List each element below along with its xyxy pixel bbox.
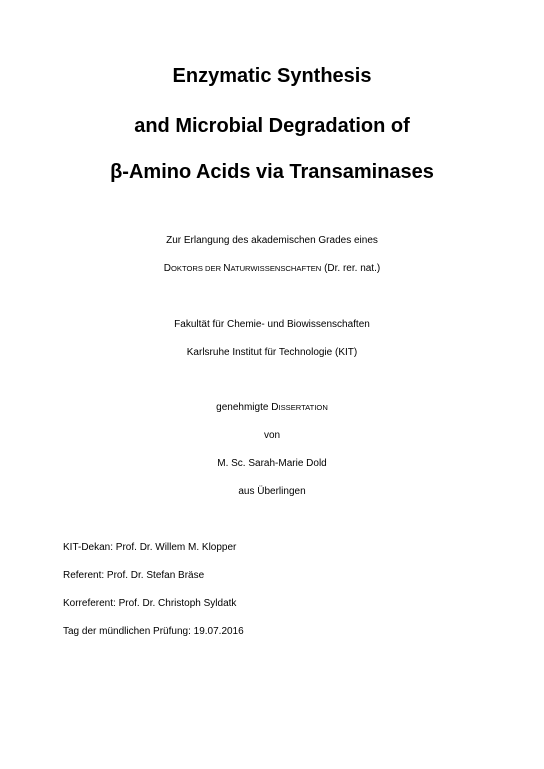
dissertation-initial: D <box>271 402 279 413</box>
degree-natur-rest: ATURWISSENSCHAFTEN <box>230 264 322 273</box>
author-origin: aus Überlingen <box>238 486 306 497</box>
dissertation-rest: ISSERTATION <box>278 403 328 412</box>
title-line-3: β-Amino Acids via Transaminases <box>110 161 434 183</box>
degree-intro: Zur Erlangung des akademischen Grades eines <box>166 235 378 246</box>
coreferee-line: Korreferent: Prof. Dr. Christoph Syldatk <box>63 598 237 609</box>
dean-line: KIT-Dekan: Prof. Dr. Willem M. Klopper <box>63 542 237 553</box>
degree-doktors-rest: OKTORS DER <box>171 264 224 273</box>
dissertation-prefix: genehmigte <box>216 402 272 413</box>
dissertation-label <box>0 401 544 415</box>
degree-natur-initial: N <box>223 263 231 274</box>
degree-doktors-initial: D <box>163 263 172 274</box>
author-name: M. Sc. Sarah-Marie Dold <box>217 458 327 469</box>
referee-line: Referent: Prof. Dr. Stefan Bräse <box>63 570 205 581</box>
exam-date-line: Tag der mündlichen Prüfung: 19.07.2016 <box>63 626 244 637</box>
von-label: von <box>263 430 281 441</box>
degree-name <box>0 262 544 276</box>
title-line-2: and Microbial Degradation of <box>134 115 410 137</box>
degree-abbreviation: (Dr. rer. nat.) <box>321 263 381 274</box>
faculty: Fakultät für Chemie- und Biowissenschaften <box>174 319 370 330</box>
title-line-1: Enzymatic Synthesis <box>172 65 372 87</box>
university: Karlsruhe Institut für Technologie (KIT) <box>186 347 358 358</box>
